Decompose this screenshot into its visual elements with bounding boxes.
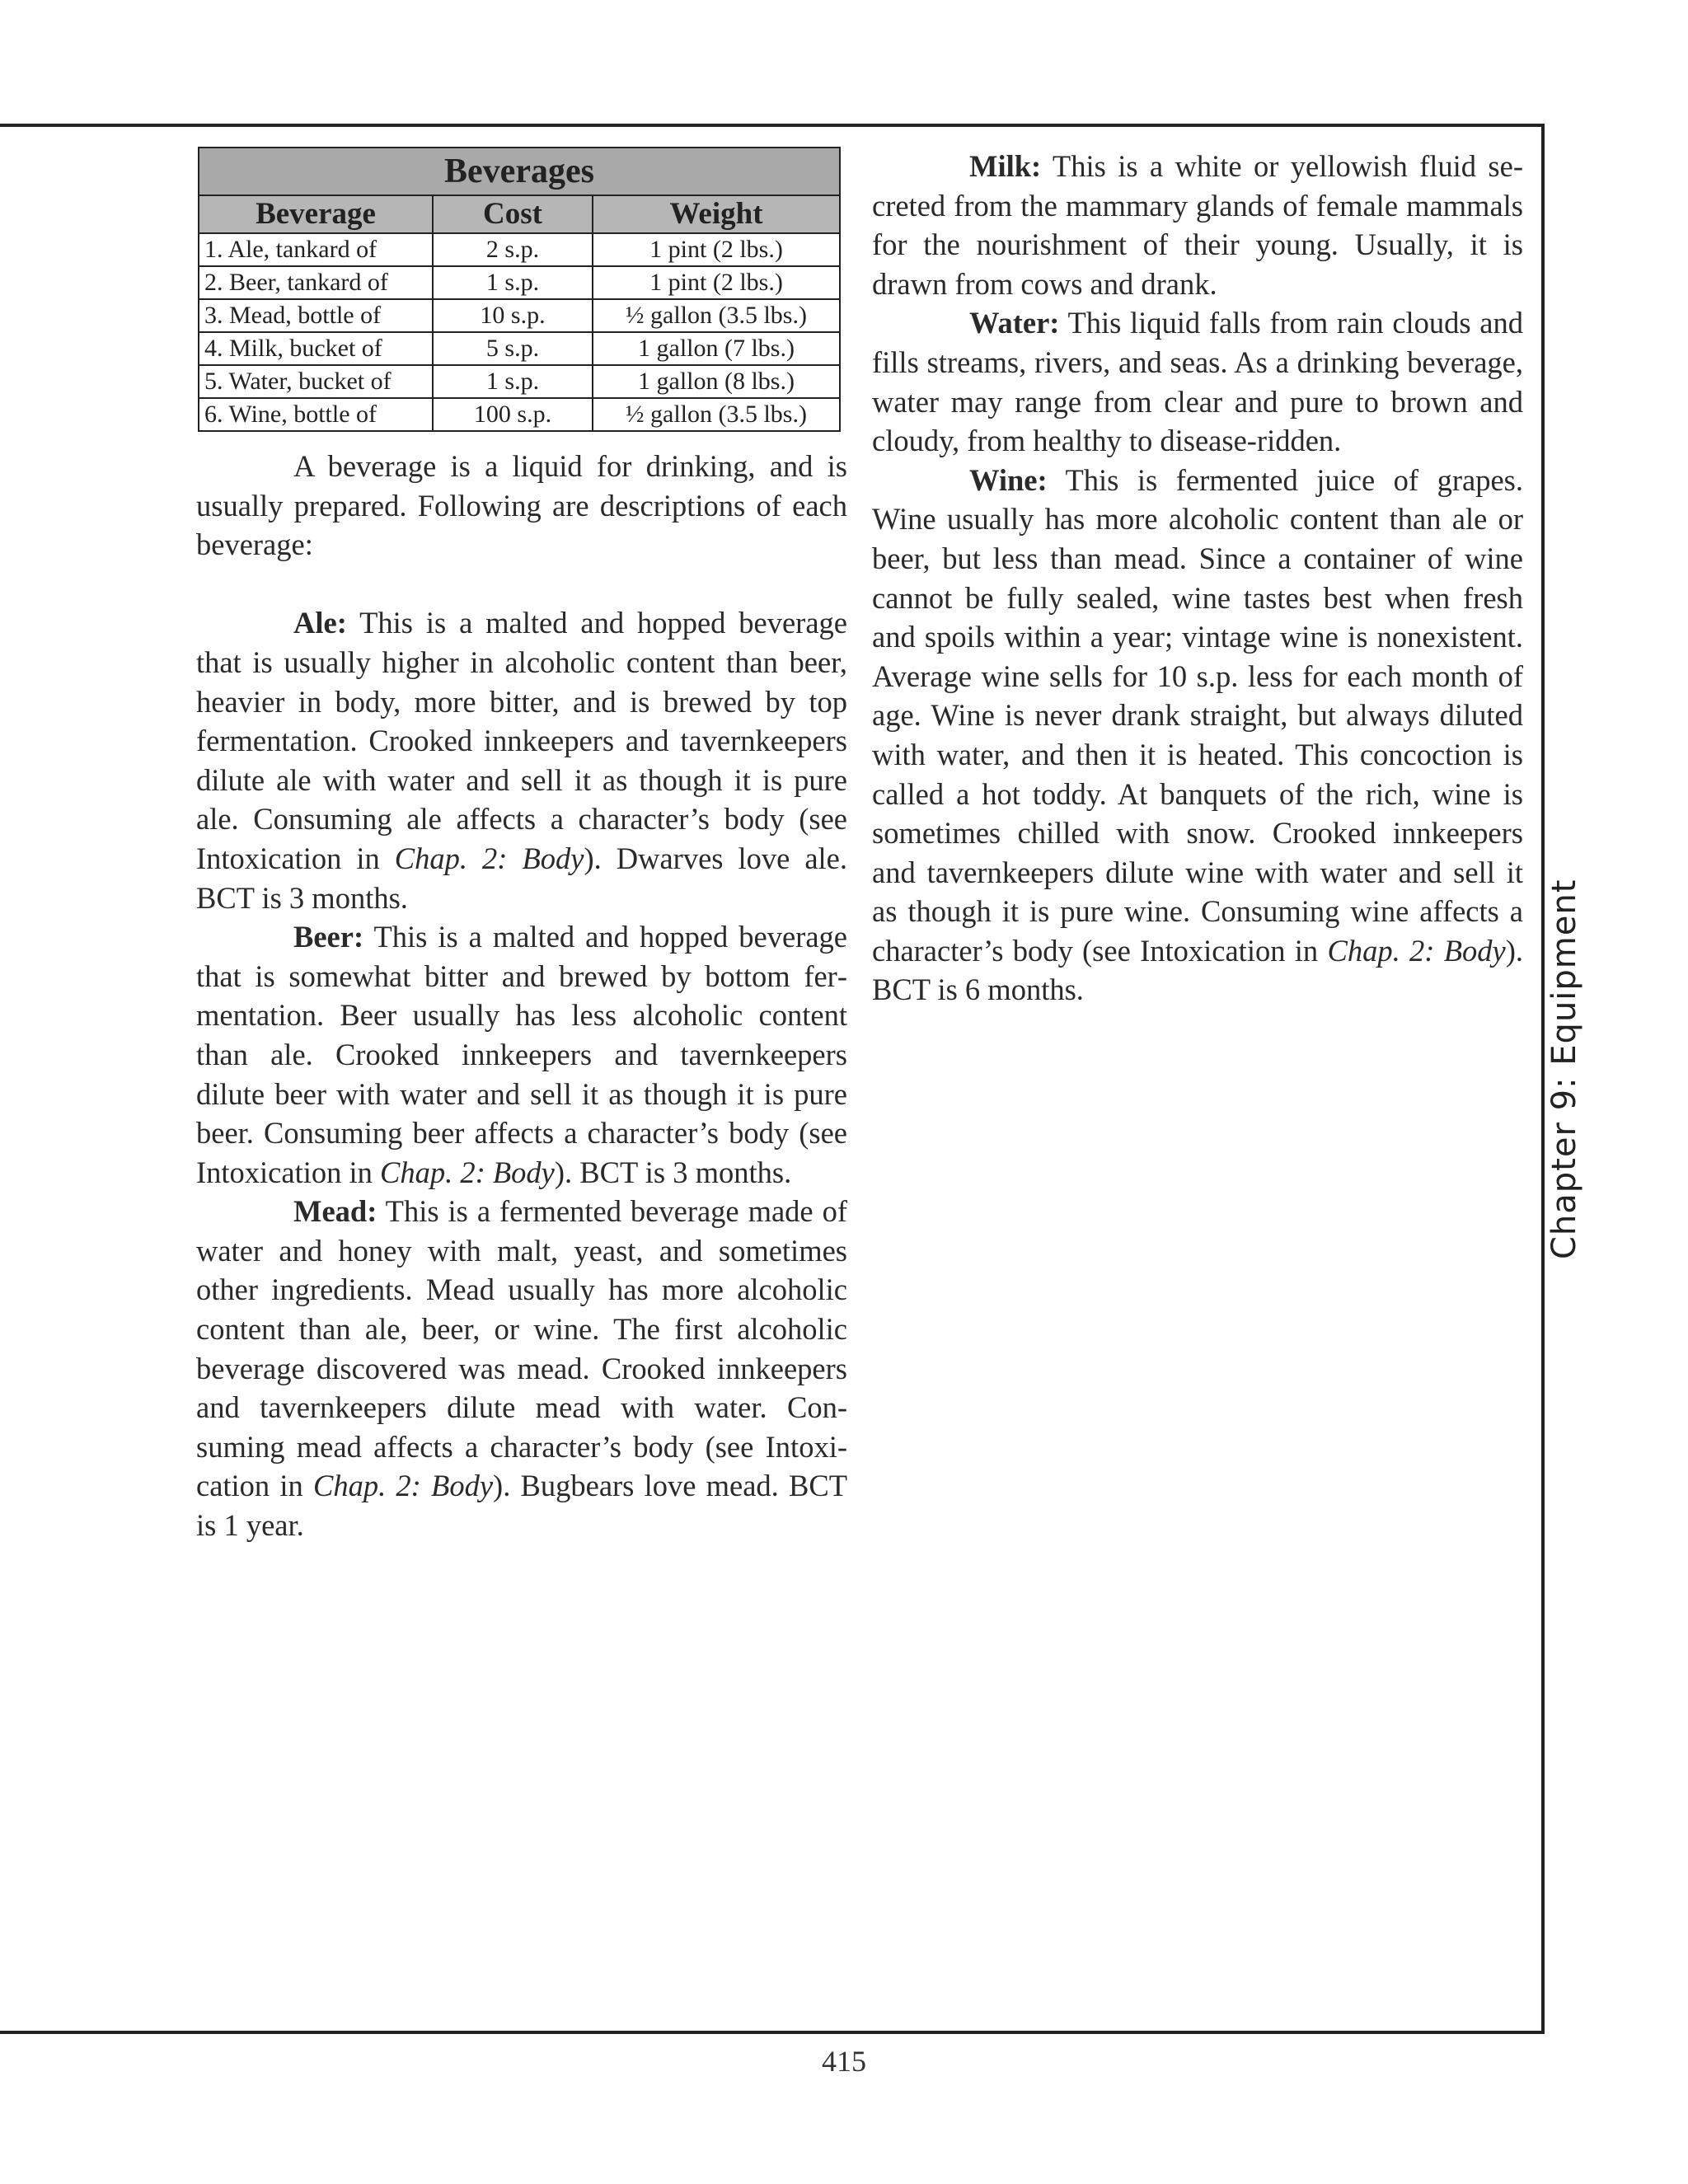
entry-text: ). Dwarves love ale. BCT is 3 months. [196,841,848,915]
cell-beverage: 6. Wine, bottle of [199,398,433,431]
cell-weight: 1 pint (2 lbs.) [593,233,840,266]
cell-weight: 1 pint (2 lbs.) [593,266,840,299]
table-row [199,299,840,332]
entry-water [872,303,1523,460]
cell-beverage: 3. Mead, bottle of [199,299,433,332]
entry-term: Milk: [969,149,1042,183]
header-weight: Weight [593,195,840,233]
cell-weight: 1 gallon (8 lbs.) [593,365,840,398]
cell-weight: ½ gallon (3.5 lbs.) [593,299,840,332]
cell-beverage: 4. Milk, bucket of [199,332,433,365]
table-row [199,398,840,431]
entry-text: ). BCT is 6 months. [872,933,1523,1007]
cell-beverage: 2. Beer, tankard of [199,266,433,299]
beverages-table [198,147,841,432]
chapter-reference: Chap. 2: Body [394,841,584,875]
cell-cost: 10 s.p. [433,299,593,332]
entry-term: Ale: [293,606,347,640]
page-number: 415 [822,2045,866,2078]
entry-text: This is a malted and hopped beverage that is usually higher in alcoholic content than beer, heavier in body, more bitter, and is brewed by top fermentation. Crooked innkeepers and tavernkeepers dilute ale with water and sell it as though it is pure ale. Consuming ale affects a character’s body (see Intoxication in [196,606,847,875]
entry-beer [196,917,847,1192]
cell-cost: 1 s.p. [433,266,593,299]
table-row [199,365,840,398]
entry-text: This is fermented juice of grapes. Wine usually has more alcoholic content than ale or beer, but less than mead. Since a container of wine cannot be fully sealed, wine tastes best when fresh and spoils within a year; vintage wine is nonexistent. Average wine sells for 10 s.p. less for each month of age. Wine is never drank straight, but always diluted with water, and then it is heated. This concoction is called a hot toddy. At banquets of the rich, wine is sometimes chilled with snow. Crooked innkeepers and tavernkeepers dilute wine with water and sell it as though it is pure wine. Consuming wine affects a character’s body (see Intoxication in [872,462,1523,968]
cell-cost: 5 s.p. [433,332,593,365]
entry-term: Wine: [969,462,1048,497]
header-beverage: Beverage [199,195,433,233]
entry-text: ). Bugbears love mead. BCT is 1 year. [196,1469,848,1543]
table-title: Beverages [199,148,840,195]
chapter-reference: Chap. 2: Body [313,1469,494,1503]
left-column [196,147,847,1545]
entry-term: Beer: [293,920,364,954]
entry-ale [196,603,847,917]
entry-milk [872,147,1523,303]
table-header-row [199,195,840,233]
table-row [199,233,840,266]
cell-beverage: 1. Ale, tankard of [199,233,433,266]
entry-text: This is a fermented beverage made of water and honey with malt, yeast, and sometimes other ingredients. Mead usually has more alcoholic content than ale, beer, or wine. The first alcoholic beverage discovered was mead. Crooked innkeepers and tavernkeepers dilute mead with water. Consuming mead affects a character’s body (see Intoxication in [196,1194,847,1503]
cell-weight: ½ gallon (3.5 lbs.) [593,398,840,431]
table-row [199,332,840,365]
table-row [199,266,840,299]
chapter-reference: Chap. 2: Body [1327,933,1506,968]
cell-weight: 1 gallon (7 lbs.) [593,332,840,365]
cell-cost: 2 s.p. [433,233,593,266]
entry-text: This is a white or yellowish fluid secreted from the mammary glands of female mammals for the nourishment of their young. Usually, it is drawn from cows and drank. [872,149,1523,301]
paragraph-gap [196,565,847,604]
chapter-side-tab: Chapter 9: Equipment [1545,879,1583,1259]
entry-term: Water: [969,306,1060,340]
entry-wine [872,461,1523,1010]
entry-text: This liquid falls from rain clouds and fills streams, rivers, and seas. As a drinking beverage, water may range from clear and pure to brown and cloudy, from healthy to disease-ridden. [872,306,1523,458]
cell-cost: 100 s.p. [433,398,593,431]
right-column [872,147,1523,1010]
entry-text: ). BCT is 3 months. [554,1155,792,1189]
header-cost: Cost [433,195,593,233]
entry-text: This is a malted and hopped beverage that is somewhat bitter and brewed by bottom fermentation. Beer usually has less alcoholic content than ale. Crooked innkeepers and tavernkeepers dilute beer with water and sell it as though it is pure beer. Consuming beer affects a character’s body (see Intoxication in [196,920,847,1189]
entry-mead [196,1192,847,1544]
cell-beverage: 5. Water, bucket of [199,365,433,398]
entry-term: Mead: [293,1194,377,1229]
intro-paragraph: A beverage is a liquid for drinking, and is usually prepared. Following are descriptions of each beverage: [196,449,847,562]
chapter-reference: Chap. 2: Body [380,1155,555,1189]
cell-cost: 1 s.p. [433,365,593,398]
